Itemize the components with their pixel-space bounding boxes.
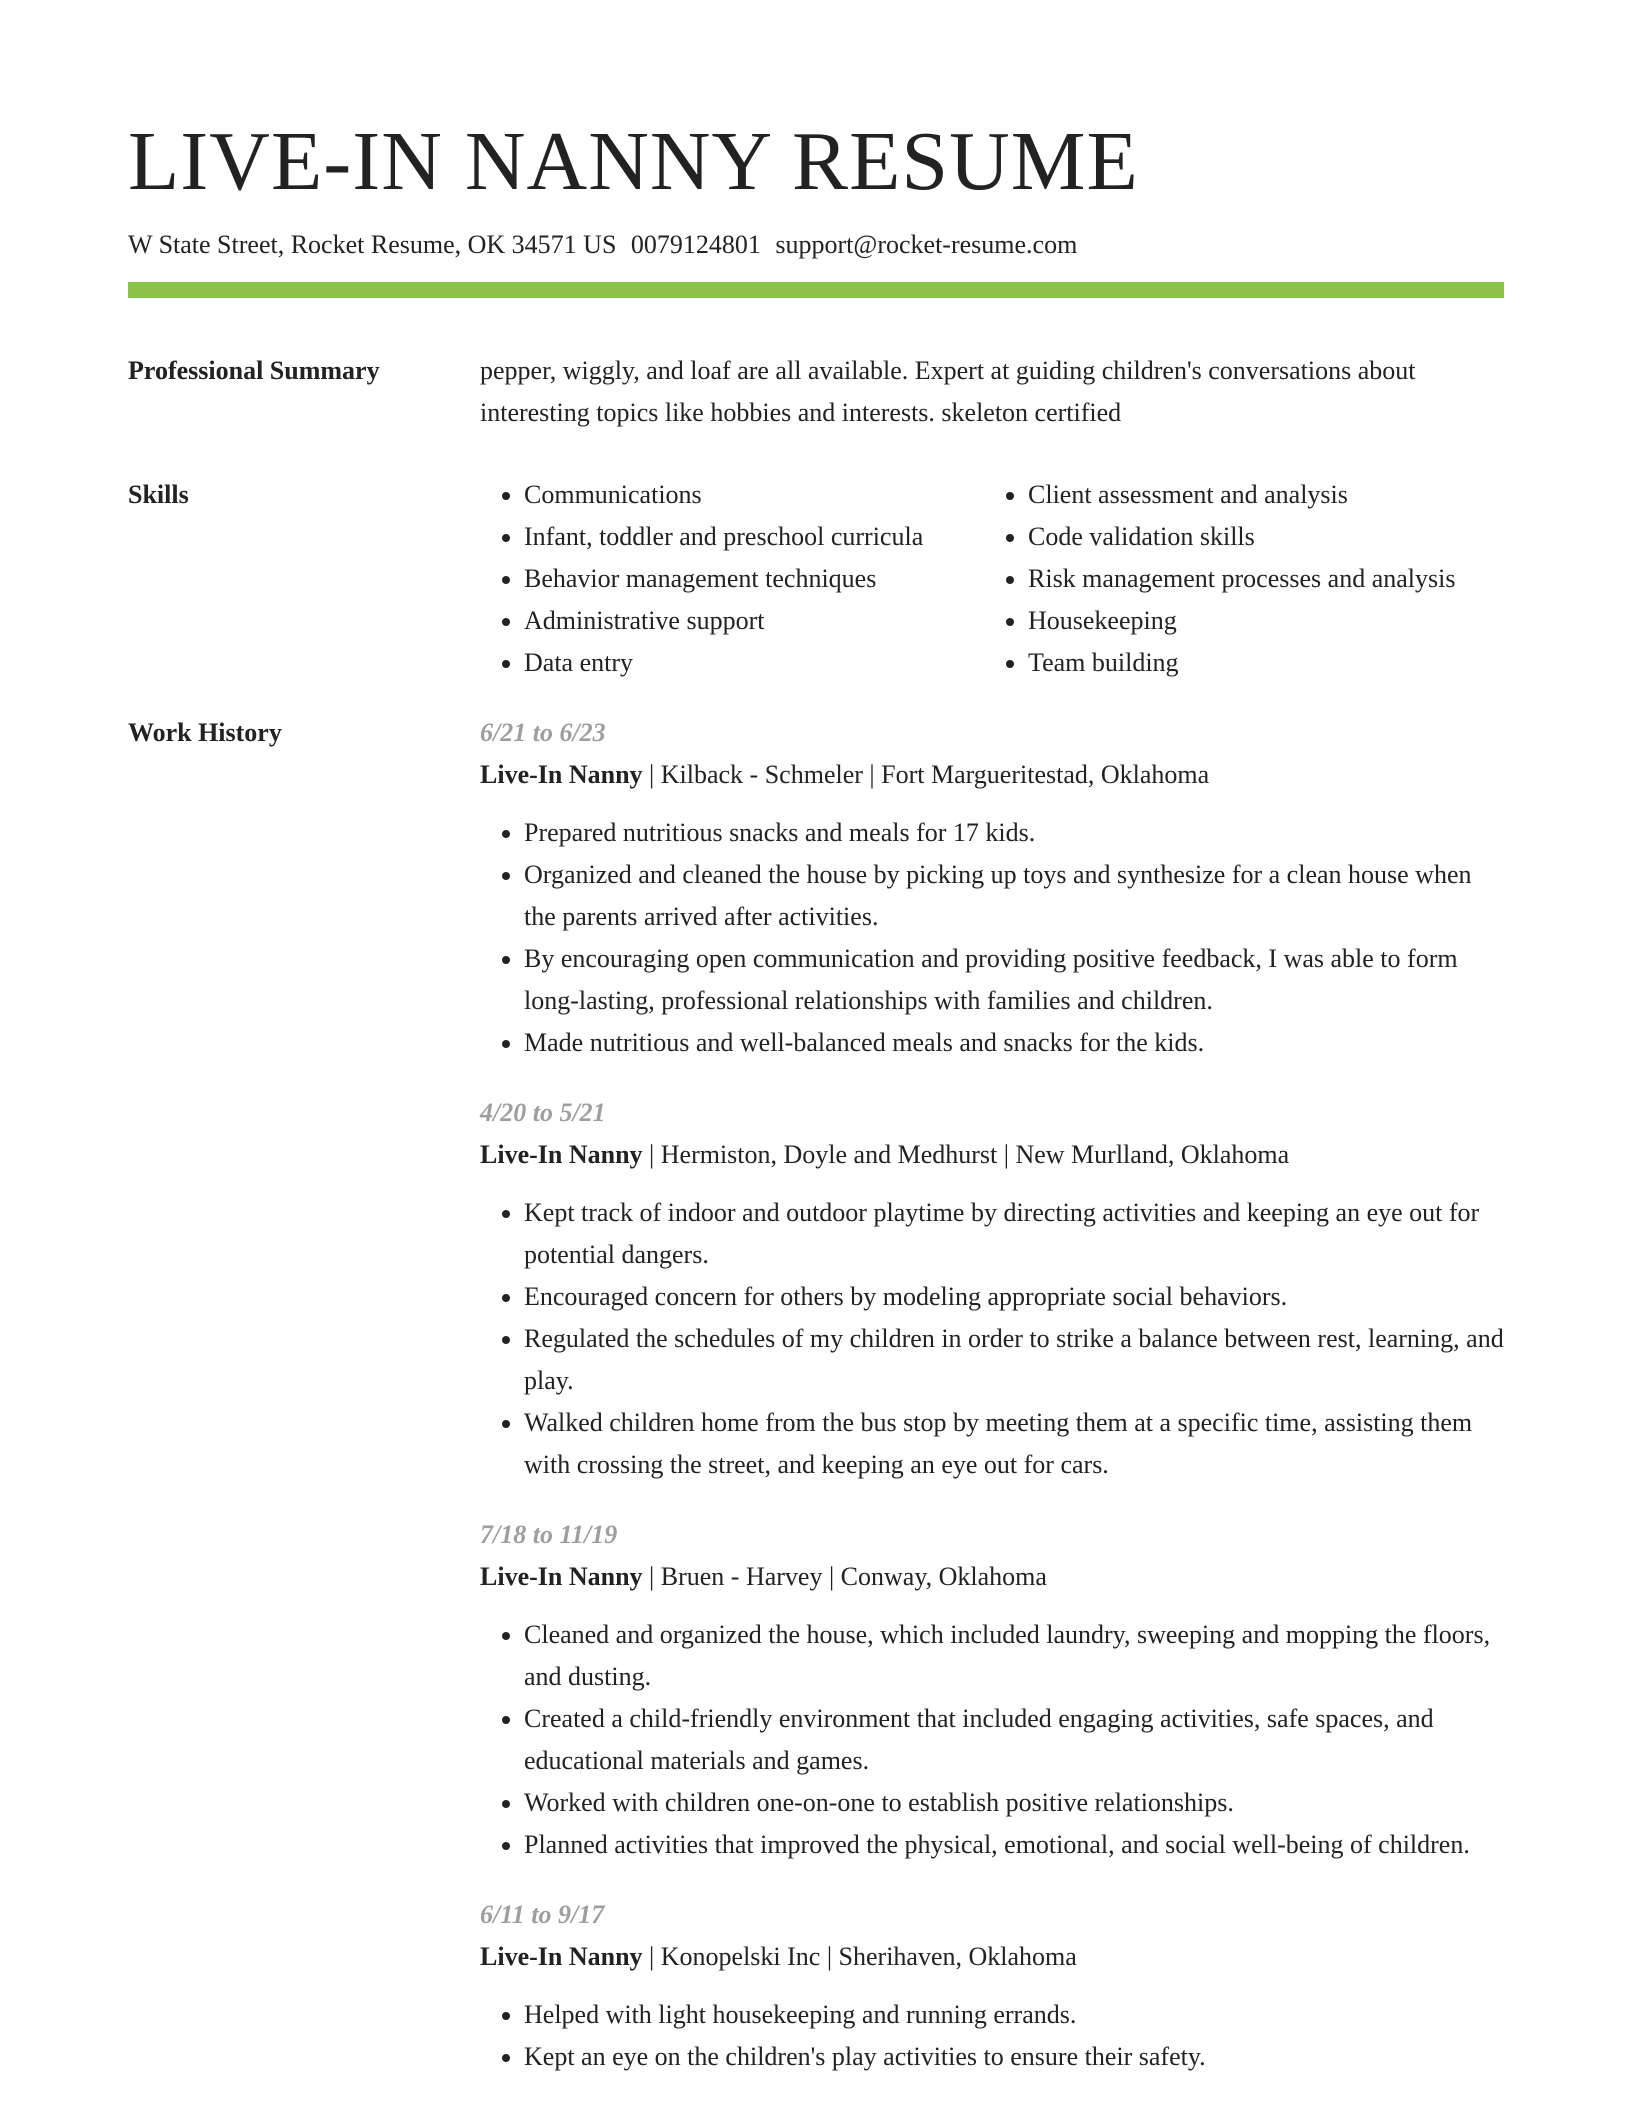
job-title: Live-In Nanny bbox=[480, 1562, 643, 1592]
skill-item: • Data entry bbox=[524, 642, 984, 684]
skill-item: • Team building bbox=[1028, 642, 1504, 684]
job-bullet: • Helped with light housekeeping and running errands. bbox=[524, 1994, 1504, 2036]
work-history-heading: Work History bbox=[128, 718, 282, 748]
skills-column-2 bbox=[984, 474, 1504, 684]
job-dates: 6/21 to 6/23 bbox=[480, 718, 606, 748]
summary-section bbox=[128, 350, 1504, 434]
job-bullet: • Made nutritious and well-balanced meals and snacks for the kids. bbox=[524, 1022, 1504, 1064]
header-divider bbox=[128, 282, 1504, 298]
job-entry bbox=[480, 712, 1504, 1064]
job-heading bbox=[480, 1134, 1504, 1176]
skills-section bbox=[128, 474, 1504, 684]
job-entry bbox=[480, 1514, 1504, 1866]
skill-item: • Risk management processes and analysis bbox=[1028, 558, 1504, 600]
skill-item: • Housekeeping bbox=[1028, 600, 1504, 642]
job-details: | Bruen - Harvey | Conway, Oklahoma bbox=[642, 1562, 1047, 1592]
job-heading bbox=[480, 754, 1504, 796]
job-bullets bbox=[480, 1192, 1504, 1486]
skill-item: • Communications bbox=[524, 474, 984, 516]
job-bullets bbox=[480, 1614, 1504, 1866]
job-details: | Konopelski Inc | Sherihaven, Oklahoma bbox=[642, 1942, 1077, 1972]
summary-text: pepper, wiggly, and loaf are all available. Expert at guiding children's conversations about interesting topics like hobbies and interests. skeleton certified bbox=[480, 356, 1416, 428]
job-bullets bbox=[480, 812, 1504, 1064]
skills-heading: Skills bbox=[128, 480, 189, 510]
skill-item: • Behavior management techniques bbox=[524, 558, 984, 600]
resume-title: LIVE-IN NANNY RESUME bbox=[128, 115, 1139, 208]
job-heading bbox=[480, 1936, 1504, 1978]
job-entry bbox=[480, 1894, 1504, 2078]
job-title: Live-In Nanny bbox=[480, 1140, 643, 1170]
job-bullet: • Walked children home from the bus stop by meeting them at a specific time, assisting them with crossing the street, and keeping an eye out for cars. bbox=[524, 1402, 1504, 1486]
job-heading bbox=[480, 1556, 1504, 1598]
job-bullet: • Kept an eye on the children's play activities to ensure their safety. bbox=[524, 2036, 1504, 2078]
contact-phone: 0079124801 bbox=[630, 230, 761, 260]
job-title: Live-In Nanny bbox=[480, 760, 643, 790]
job-bullet: • Prepared nutritious snacks and meals for 17 kids. bbox=[524, 812, 1504, 854]
job-dates: 4/20 to 5/21 bbox=[480, 1098, 606, 1128]
work-history-list bbox=[480, 712, 1504, 2106]
job-dates: 7/18 to 11/19 bbox=[480, 1520, 618, 1550]
skill-item: • Client assessment and analysis bbox=[1028, 474, 1504, 516]
job-bullet: • By encouraging open communication and providing positive feedback, I was able to form long-lasting, professional relationships with families and children. bbox=[524, 938, 1504, 1022]
job-bullet: • Kept track of indoor and outdoor playtime by directing activities and keeping an eye out for potential dangers. bbox=[524, 1192, 1504, 1276]
job-bullets bbox=[480, 1994, 1504, 2078]
job-details: | Hermiston, Doyle and Medhurst | New Murlland, Oklahoma bbox=[642, 1140, 1290, 1170]
job-bullet: • Created a child-friendly environment that included engaging activities, safe spaces, and educational materials and games. bbox=[524, 1698, 1504, 1782]
contact-line bbox=[128, 228, 1504, 262]
contact-address: W State Street, Rocket Resume, OK 34571 US bbox=[128, 230, 617, 260]
job-bullet: • Encouraged concern for others by modeling appropriate social behaviors. bbox=[524, 1276, 1504, 1318]
job-bullet: • Planned activities that improved the physical, emotional, and social well-being of children. bbox=[524, 1824, 1504, 1866]
job-entry bbox=[480, 1092, 1504, 1486]
job-details: | Kilback - Schmeler | Fort Margueritestad, Oklahoma bbox=[642, 760, 1210, 790]
skill-item: • Administrative support bbox=[524, 600, 984, 642]
resume-page bbox=[128, 116, 1504, 2106]
job-dates: 6/11 to 9/17 bbox=[480, 1900, 605, 1930]
skill-item: • Code validation skills bbox=[1028, 516, 1504, 558]
job-bullet: • Worked with children one-on-one to establish positive relationships. bbox=[524, 1782, 1504, 1824]
skill-item: • Infant, toddler and preschool curricula bbox=[524, 516, 984, 558]
job-bullet: • Cleaned and organized the house, which included laundry, sweeping and mopping the floors, and dusting. bbox=[524, 1614, 1504, 1698]
job-bullet: • Organized and cleaned the house by picking up toys and synthesize for a clean house when the parents arrived after activities. bbox=[524, 854, 1504, 938]
job-title: Live-In Nanny bbox=[480, 1942, 643, 1972]
contact-email[interactable]: support@rocket-resume.com bbox=[775, 230, 1078, 260]
skills-column-1 bbox=[480, 474, 984, 684]
job-bullet: • Regulated the schedules of my children in order to strike a balance between rest, learning, and play. bbox=[524, 1318, 1504, 1402]
summary-heading: Professional Summary bbox=[128, 356, 380, 386]
work-history-section bbox=[128, 712, 1504, 2106]
skills-list bbox=[480, 474, 1504, 684]
